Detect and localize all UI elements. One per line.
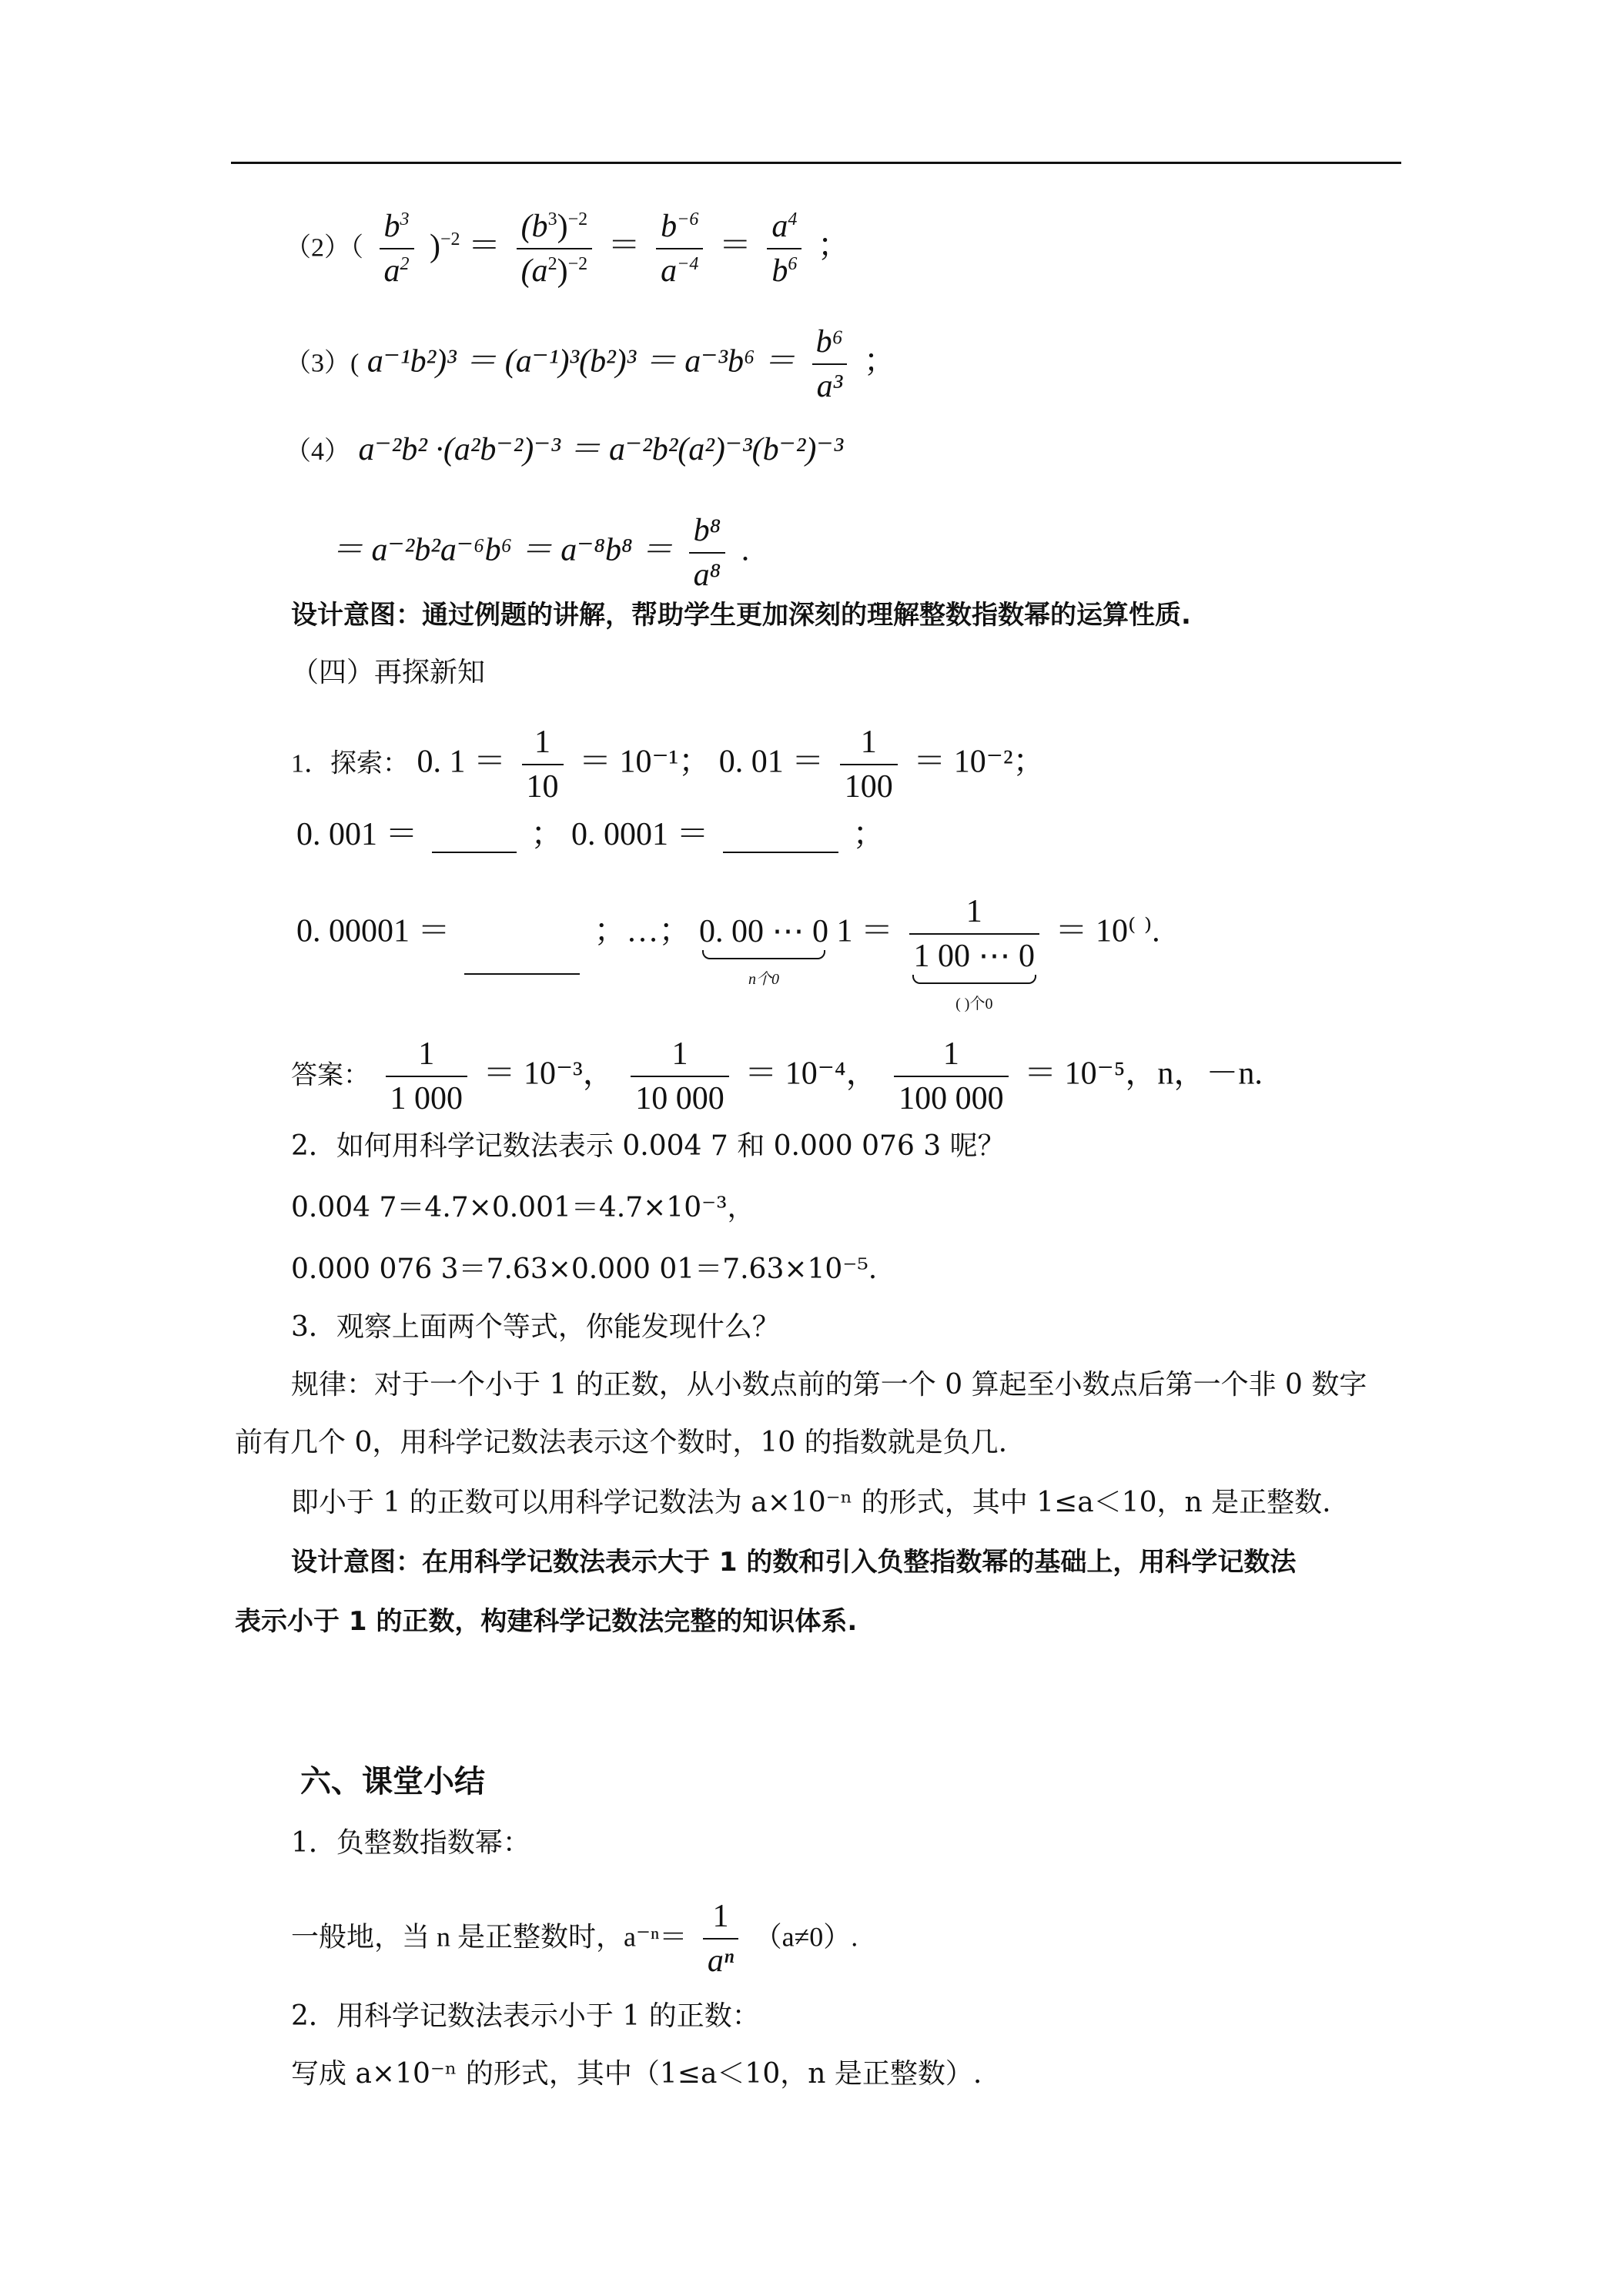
answer-blank[interactable]	[723, 821, 838, 853]
fraction: $\frac{1}{10}$	[522, 724, 564, 805]
equation-4-continued: ＝ a⁻²b²a⁻⁶b⁶ ＝ a⁻⁸b⁸ ＝ $\frac{\text{b⁸}}{\text{a⁸}}$ .	[331, 513, 750, 593]
answer-blank[interactable]	[432, 821, 517, 853]
fraction: $\frac{\text{b⁶}}{\text{a³}}$	[812, 323, 848, 405]
fraction: $\frac{b^3}{a^2}$	[380, 208, 414, 290]
example-line-1: 0.004 7＝4.7×0.001＝4.7×10⁻³，	[291, 1192, 755, 1223]
section-heading-6: 六、课堂小结	[300, 1764, 485, 1799]
summary-1-formula: 一般地，当 n 是正整数时，a⁻ⁿ＝ $\frac{1}{\text{aⁿ}}$ （a≠0）.	[291, 1899, 858, 1979]
example-line-2: 0.000 076 3＝7.63×0.000 01＝7.63×10⁻⁵.	[291, 1253, 878, 1285]
fraction: $\frac{1}{10 000}$	[631, 1036, 729, 1117]
summary-2-detail: 写成 a×10⁻ⁿ 的形式，其中（1≤a＜10，n 是正整数）.	[291, 2058, 982, 2090]
fraction: $\frac{1}{100}$	[840, 724, 898, 805]
design-intent-2b: 表示小于 1 的正数，构建科学记数法完整的知识体系.	[235, 1606, 858, 1637]
question-2: 2．如何用科学记数法表示 0.004 7 和 0.000 076 3 呢？	[291, 1130, 1006, 1162]
equation-2: （2）（ $\frac{b^3}{a^2}$ )$^{-2}$ ＝ $\frac{(b^3)^{-2}}{(a^2)^{-2}}$ ＝ $\frac{b^{-6}}{a^{-4}}$ ＝ $\frac{a^4}{b^6}$ ；	[285, 209, 850, 289]
design-intent-1: 设计意图：通过例题的讲解，帮助学生更加深刻的理解整数指数幂的运算性质.	[291, 600, 1191, 631]
section-heading-4: （四）再探新知	[291, 657, 486, 688]
blank-line-1: 0. 001 ＝ ； 0. 0001 ＝ ；	[296, 817, 885, 852]
blank-line-2: 0. 00001 ＝ ；…； 0. 00 ⋯ 0 n个0 1 ＝ 1 1 00 ⋯ 0 ( )个0 ＝ 10⁽ ⁾.	[296, 893, 1160, 975]
answer-blank[interactable]	[464, 942, 580, 975]
fraction: $\frac{1}{\text{aⁿ}}$	[703, 1898, 738, 1980]
summary-1: 1．负整数指数幂：	[291, 1827, 530, 1859]
fraction: $\frac{b^{-6}}{a^{-4}}$	[656, 208, 703, 290]
fraction: $\frac{(b^3)^{-2}}{(a^2)^{-2}}$	[517, 208, 593, 290]
explore-line: 1．探索： 0. 1 ＝ $\frac{1}{10}$ ＝ 10⁻¹； 0. 01 ＝ $\frac{1}{100}$ ＝ 10⁻²；	[291, 725, 1046, 805]
question-3: 3．观察上面两个等式，你能发现什么？	[291, 1311, 780, 1343]
design-intent-2a: 设计意图：在用科学记数法表示大于 1 的数和引入负整指数幂的基础上，用科学记数法	[291, 1547, 1297, 1578]
rule-line-2: 前有几个 0，用科学记数法表示这个数时，10 的指数就是负几.	[235, 1427, 1008, 1458]
rule-line-3: 即小于 1 的正数可以用科学记数法为 a×10⁻ⁿ 的形式，其中 1≤a＜10，n 是正整数.	[291, 1487, 1331, 1518]
fraction: 1 1 00 ⋯ 0 ( )个0	[909, 893, 1040, 975]
summary-2: 2．用科学记数法表示小于 1 的正数：	[291, 2000, 760, 2032]
underbrace: 0. 00 ⋯ 0 n个0	[699, 913, 828, 950]
fraction: $\frac{1}{100 000}$	[894, 1036, 1009, 1117]
header-rule	[231, 162, 1401, 164]
fraction: $\frac{\text{b⁸}}{\text{a⁸}}$	[689, 512, 726, 594]
equation-3: （3）( a⁻¹b²)³ ＝ (a⁻¹)³(b²)³ ＝ a⁻³b⁶ ＝ $\frac{\text{b⁶}}{\text{a³}}$ ；	[285, 324, 896, 404]
fraction: $\frac{1}{1 000}$	[386, 1036, 468, 1117]
answer-line: 答案： $\frac{1}{1 000}$ ＝ 10⁻³， $\frac{1}{10 000}$ ＝ 10⁻⁴， $\frac{1}{100 000}$ ＝ 10⁻⁵，n，－n.	[291, 1036, 1263, 1116]
fraction: $\frac{a^4}{b^6}$	[767, 208, 801, 290]
rule-line-1: 规律：对于一个小于 1 的正数，从小数点前的第一个 0 算起至小数点后第一个非 0 数字	[291, 1369, 1367, 1401]
equation-4: （4） a⁻²b² ·(a²b⁻²)⁻³ ＝ a⁻²b²(a²)⁻³(b⁻²)⁻³	[285, 432, 844, 467]
